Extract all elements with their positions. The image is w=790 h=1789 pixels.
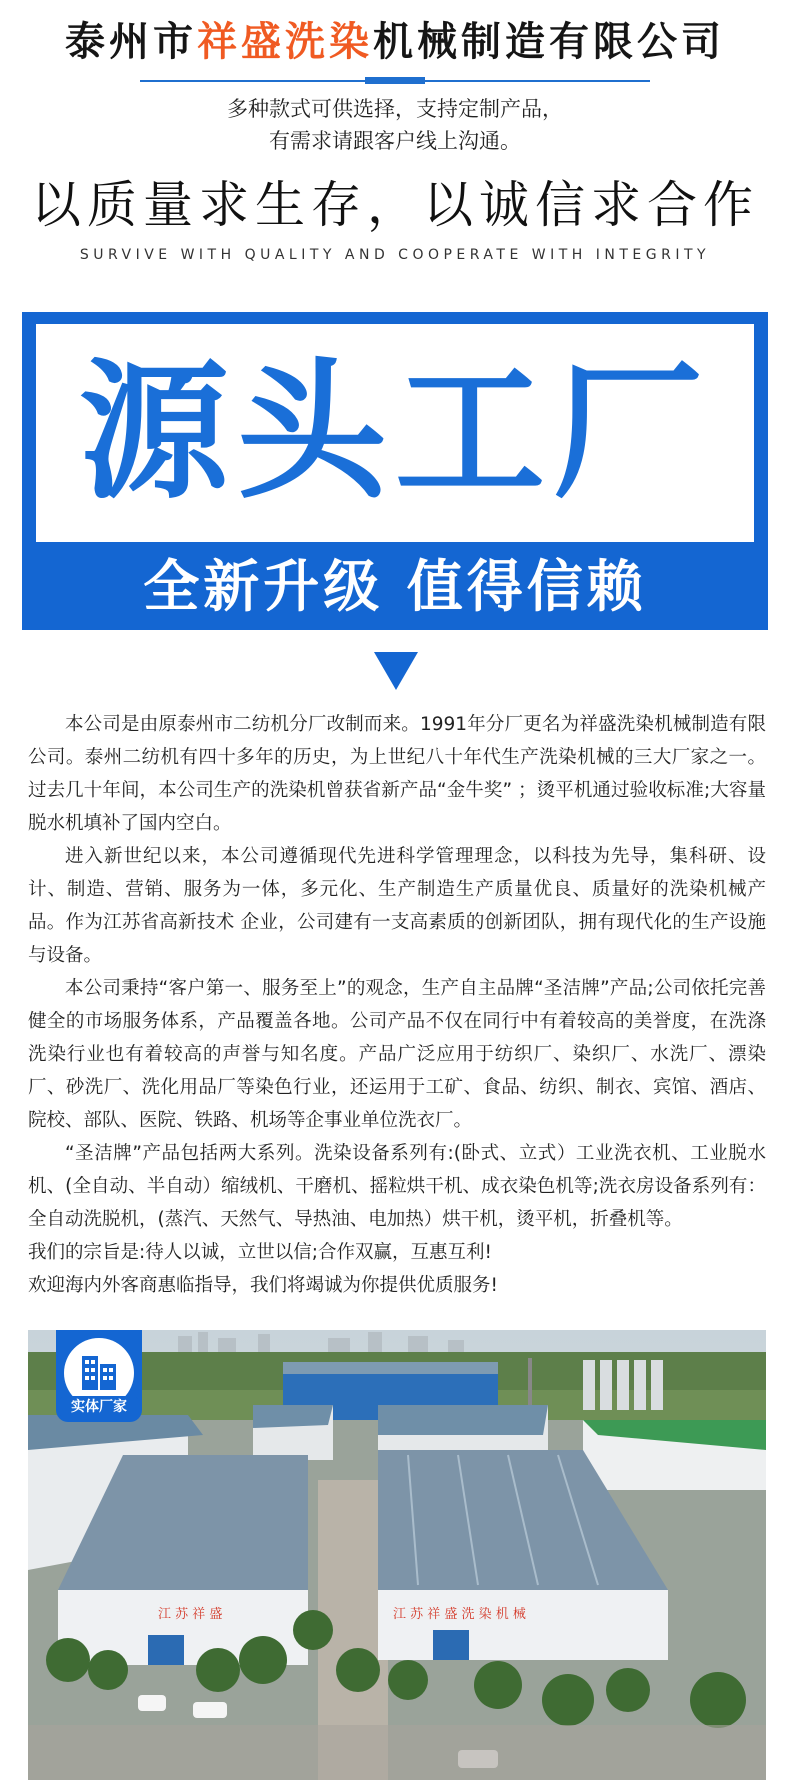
intro-line-1: 多种款式可供选择，支持定制产品， xyxy=(227,97,563,121)
building-sign-left: 江 苏 祥 盛 xyxy=(158,1607,223,1622)
title-highlight: 祥盛洗染 xyxy=(197,19,373,65)
closing-line-1: 我们的宗旨是:待人以诚，立世以信;合作双赢，互惠互利! xyxy=(28,1242,492,1263)
intro-line-2: 有需求请跟客户线上沟通。 xyxy=(269,129,521,153)
title-divider-accent xyxy=(365,77,425,84)
paragraph-4: “圣洁牌”产品包括两大系列。洗染设备系列有:(卧式、立式）工业洗衣机、工业脱水机、(全自动、半自动）缩绒机、干磨机、摇粒烘干机、成衣染色机等;洗衣房设备系列有：全自动洗脱机，(蒸汽、天然气、导热油、电加热）烘干机，烫平机，折叠机等。 xyxy=(28,1143,766,1230)
down-arrow-icon xyxy=(374,652,418,690)
title-prefix: 泰州市 xyxy=(65,19,197,65)
banner-sub-text: 全新升级 值得信赖 xyxy=(143,555,647,620)
paragraph-2: 进入新世纪以来，本公司遵循现代先进科学管理理念，以科技为先导，集科研、设计、制造、营销、服务为一体，多元化、生产制造生产质量优良、质量好的洗染机械产品。作为江苏省高新技术 企业，公司建有一支高素质的创新团队，拥有现代化的生产设施与设备。 xyxy=(28,846,766,966)
paragraph-1: 本公司是由原泰州市二纺机分厂改制而来。1991年分厂更名为祥盛洗染机械制造有限公司。泰州二纺机有四十多年的历史，为上世纪八十年代生产洗染机械的三大厂家之一。过去几十年间，本公司生产的洗染机曾获省新产品“金牛奖” ；烫平机通过验收标准;大容量脱水机填补了国内空白。 xyxy=(28,714,766,834)
slogan-cn: 以质量求生存，以诚信求合作 xyxy=(31,176,759,234)
company-description xyxy=(28,708,766,1302)
banner-big-text: 源头工厂 xyxy=(78,346,711,520)
building-sign-right: 江 苏 祥 盛 洗 染 机 械 xyxy=(393,1607,526,1622)
company-title xyxy=(0,14,790,70)
closing-line-2: 欢迎海内外客商惠临指导，我们将竭诚为你提供优质服务! xyxy=(28,1275,498,1296)
title-suffix: 机械制造有限公司 xyxy=(373,19,725,65)
slogan-en: SURVIVE WITH QUALITY AND COOPERATE WITH INTEGRITY xyxy=(79,247,711,263)
badge-label: 实体厂家 xyxy=(56,1396,142,1418)
paragraph-3: 本公司秉持“客户第一、服务至上”的观念，生产自主品牌“圣洁牌”产品;公司依托完善健全的市场服务体系，产品覆盖各地。公司产品不仅在同行中有着较高的美誉度，在洗涤洗染行业也有着较高的声誉与知名度。产品广泛应用于纺织厂、染织厂、水洗厂、漂染厂、砂洗厂、洗化用品厂等染色行业，还运用于工矿、食品、纺织、制衣、宾馆、酒店、院校、部队、医院、铁路、机场等企事业单位洗衣厂。 xyxy=(28,978,766,1131)
